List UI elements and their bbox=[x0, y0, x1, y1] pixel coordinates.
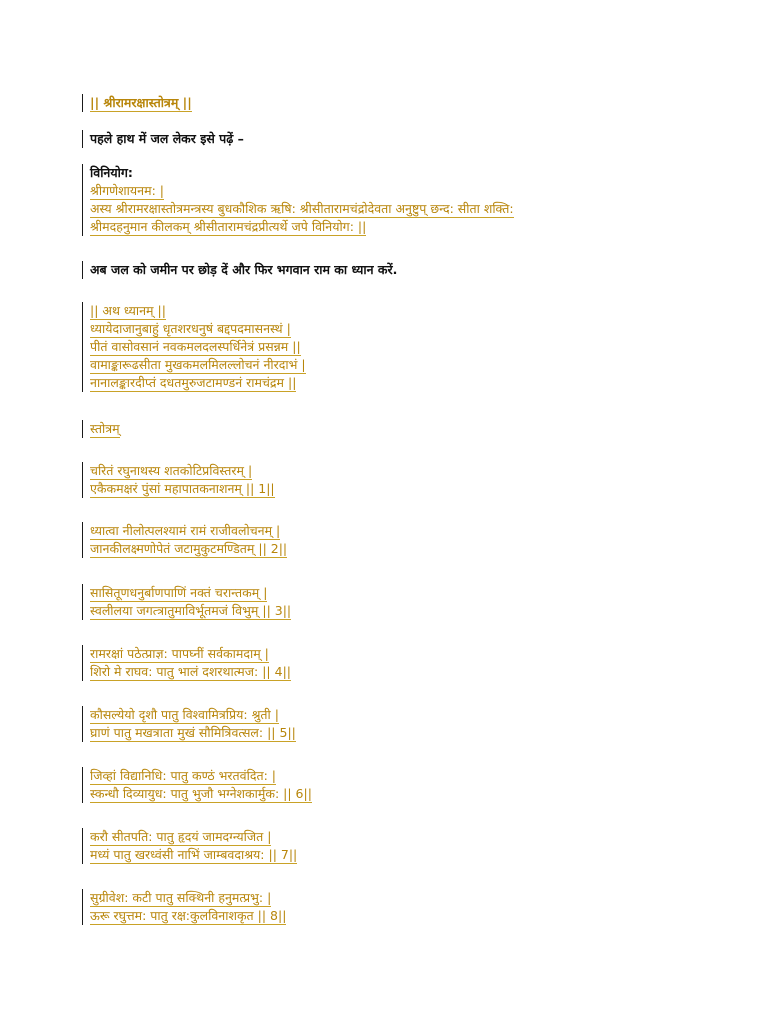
viniyog-line[interactable]: श्रीमदहनुमान कीलकम् श्रीसीतारामचंद्रप्रीत्यर्थे जपे विनियोग: || bbox=[90, 219, 367, 234]
verse-line[interactable]: जिव्हां विद्यानिधि: पातु कण्ठं भरतवंदित: | bbox=[90, 768, 277, 783]
dhyan-heading[interactable]: || अथ ध्यानम् || bbox=[90, 303, 166, 318]
dhyan-line[interactable]: वामाङ्कारूढसीता मुखकमलमिलल्लोचनं नीरदाभं | bbox=[90, 357, 306, 372]
verse-1 bbox=[82, 462, 275, 498]
verse-line[interactable]: घ्राणं पातु मखत्राता मुखं सौमित्रिवत्सल: || 5|| bbox=[90, 725, 296, 740]
verse-line[interactable]: करौ सीतपति: पातु हृदयं जामदग्न्यजित | bbox=[90, 829, 272, 844]
verse-line[interactable]: ऊरू रघुत्तम: पातु रक्ष:कुलविनाशकृत || 8|| bbox=[90, 908, 287, 923]
instruction-block bbox=[82, 261, 397, 279]
verse-line[interactable]: शिरो मे राघव: पातु भालं दशरथात्मज: || 4|| bbox=[90, 664, 291, 679]
intro-block bbox=[82, 130, 244, 148]
intro-text: पहले हाथ में जल लेकर इसे पढ़ें – bbox=[90, 131, 244, 146]
dhyan-line[interactable]: नानालङ्कारदीप्तं दधतमुरुजटामण्डनं रामचंद्रम || bbox=[90, 375, 297, 390]
verse-7 bbox=[82, 828, 297, 864]
dhyan-line[interactable]: ध्यायेदाजानुबाहुं धृतशरधनुषं बद्दपदमासनस्थं | bbox=[90, 321, 291, 336]
verse-line[interactable]: एकैकमक्षरं पुंसां महापातकनाशनम् || 1|| bbox=[90, 481, 275, 496]
verse-line[interactable]: कौसल्येयो दृशौ पातु विश्वामित्रप्रिय: श्रुती | bbox=[90, 707, 279, 722]
viniyog-block bbox=[82, 164, 514, 236]
document-title-link[interactable]: || श्रीरामरक्षास्तोत्रम् || bbox=[90, 95, 192, 110]
verse-6 bbox=[82, 767, 312, 803]
verse-line[interactable]: रामरक्षां पठेत्प्राज्ञ: पापघ्नीं सर्वकामदाम् | bbox=[90, 646, 269, 661]
verse-3 bbox=[82, 584, 291, 620]
viniyog-line[interactable]: अस्य श्रीरामरक्षास्तोत्रमन्त्रस्य बुधकौशिक ऋषि: श्रीसीतारामचंद्रोदेवता अनुष्टुप् छन्द: सीता शक्ति: bbox=[90, 201, 514, 216]
dhyan-block bbox=[82, 302, 306, 392]
verse-line[interactable]: सासितूणधनुर्बाणपाणिं नक्तं चरान्तकम् | bbox=[90, 585, 268, 600]
stotram-heading[interactable]: स्तोत्रम् bbox=[90, 421, 120, 436]
verse-5 bbox=[82, 706, 296, 742]
verse-line[interactable]: ध्यात्वा नीलोत्पलश्यामं रामं राजीवलोचनम् | bbox=[90, 523, 281, 538]
title-block bbox=[82, 94, 192, 112]
verse-4 bbox=[82, 645, 291, 681]
verse-line[interactable]: मध्यं पातु खरध्वंसी नाभिं जाम्बवदाश्रय: || 7|| bbox=[90, 847, 298, 862]
viniyog-line[interactable]: श्रीगणेशायनम: | bbox=[90, 183, 164, 198]
verse-line[interactable]: सुग्रीवेश: कटी पातु सक्थिनी हनुमत्प्रभु: | bbox=[90, 890, 272, 905]
verse-line[interactable]: स्कन्धौ दिव्यायुध: पातु भुजौ भग्नेशकार्मुक: || 6|| bbox=[90, 786, 312, 801]
verse-2 bbox=[82, 522, 287, 558]
viniyog-heading: विनियोग: bbox=[90, 165, 133, 180]
verse-line[interactable]: स्वलीलया जगत्त्रातुमाविर्भूतमजं विभुम् || 3|| bbox=[90, 603, 292, 618]
verse-line[interactable]: जानकीलक्ष्मणोपेतं जटामुकुटमण्डितम् || 2|| bbox=[90, 541, 288, 556]
stotram-heading-block bbox=[82, 420, 120, 438]
water-instruction-text: अब जल को जमीन पर छोड़ दें और फिर भगवान राम का ध्यान करें. bbox=[90, 262, 398, 277]
verse-line[interactable]: चरितं रघुनाथस्य शतकोटिप्रविस्तरम् | bbox=[90, 463, 253, 478]
dhyan-line[interactable]: पीतं वासोवसानं नवकमलदलस्पर्धिनेत्रं प्रसन्नम || bbox=[90, 339, 301, 354]
verse-8 bbox=[82, 889, 286, 925]
